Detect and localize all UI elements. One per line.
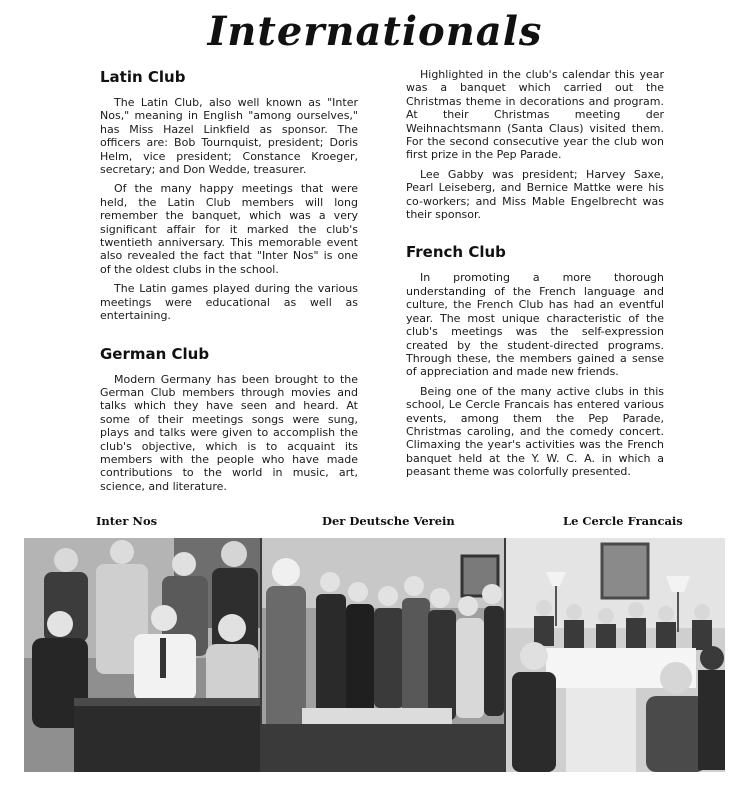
german-paragraph-3: Lee Gabby was president; Harvey Saxe, Pearl Leiseberg, and Bernice Mattke were his co-workers; and Miss Mable Engelbrecht was their sponsor. [406,167,664,222]
photo-strip [24,538,725,772]
right-column [406,68,664,501]
caption-cercle-francais: Le Cercle Francais [563,514,683,528]
caption-inter-nos: Inter Nos [96,514,158,528]
french-club-section [406,243,664,478]
french-paragraph-1: In promoting a more thorough understanding of the French language and culture, the French Club has had an eventful year. The most unique characteristic of the club's meetings was the self-expression created by the student-directed programs. Through these, the members gained a sense of appreciation and made new friends. [406,271,664,379]
page-title: Internationals [207,8,543,55]
german-club-heading: German Club [100,344,210,363]
german-club-continued [406,68,664,221]
latin-paragraph-1: The Latin Club, also well known as "Inter Nos," meaning in English "among ourselves," has Miss Hazel Linkfield as sponsor. The officers are: Bob Tournquist, president; Doris Helm, vice president; Constance Kroeger, secretary; and Don Wedde, treasurer. [100,96,358,177]
caption-deutsche-verein: Der Deutsche Verein [322,514,455,528]
german-paragraph-1: Modern Germany has been brought to the German Club members through movies and talks which they have seen and heard. At some of their meetings songs were sung, plays and talks were given to accomplish the club's objective, which is to acquaint its members with the people who have made contributions to the world in music, art, science, and literature. [100,372,358,493]
left-column [100,68,358,515]
group-photo-icon [262,538,504,772]
photo-captions [0,514,750,532]
latin-club-section [100,68,358,323]
latin-club-heading: Latin Club [100,68,186,86]
latin-paragraph-2: Of the many happy meetings that were held, the Latin Club members will long remember the banquet, which was a very significant affair for it marked the club's twentieth anniversary. This memorable event also revealed the fact that "Inter Nos" is one of the oldest clubs in the school. [100,182,358,276]
inter-nos-photo [24,538,260,772]
deutsche-verein-photo [262,538,504,772]
french-club-heading: French Club [406,243,506,262]
banquet-photo-icon [506,538,725,772]
latin-paragraph-3: The Latin games played during the various meetings were educational as well as entertaining. [100,282,358,323]
group-photo-icon [24,538,260,772]
cercle-francais-photo [506,538,725,772]
german-paragraph-2: Highlighted in the club's calendar this year was a banquet which carried out the Christmas theme in decorations and program. At their Christmas meeting der Weihnachtsmann (Santa Claus) visited them. For the second consecutive year the club won first prize in the Pep Parade. [406,68,664,162]
german-club-section [100,345,358,494]
french-paragraph-2: Being one of the many active clubs in this school, Le Cercle Francais has entered various events, among them the Pep Parade, Christmas caroling, and the comedy concert. Climaxing the year's activities was the French banquet held at the Y. W. C. A. in which a peasant theme was colorfully presented. [406,384,664,479]
